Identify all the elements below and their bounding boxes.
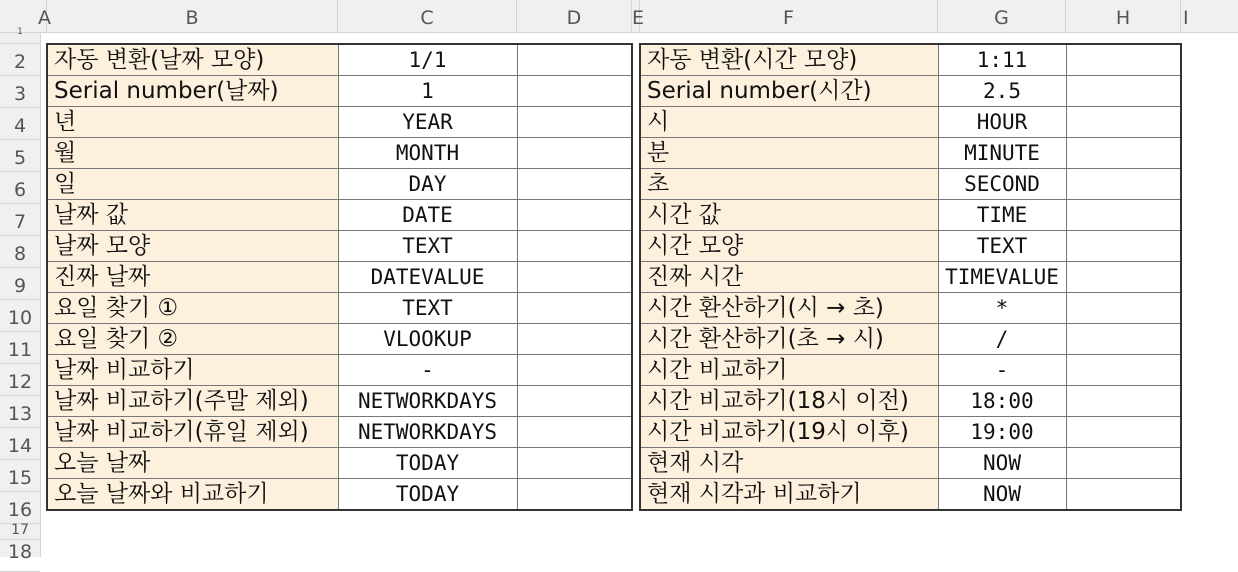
date-label-cell[interactable]: 요일 찾기 ② <box>47 324 338 355</box>
date-empty-cell[interactable] <box>517 355 632 386</box>
date-label-cell[interactable]: 월 <box>47 138 338 169</box>
time-label-cell[interactable]: 시간 환산하기(시 → 초) <box>640 293 938 324</box>
time-row <box>640 107 1181 138</box>
time-value-cell[interactable]: TIME <box>938 200 1066 231</box>
row-header-18[interactable]: 18 <box>0 540 40 572</box>
date-empty-cell[interactable] <box>517 479 632 511</box>
date-empty-cell[interactable] <box>517 324 632 355</box>
time-row <box>640 76 1181 107</box>
time-value-cell[interactable]: HOUR <box>938 107 1066 138</box>
time-row <box>640 138 1181 169</box>
date-row <box>47 324 632 355</box>
row-header-bar <box>0 27 41 563</box>
time-functions-table <box>639 43 1182 511</box>
row-header-15[interactable]: 15 <box>0 460 40 492</box>
date-value-cell[interactable]: TEXT <box>338 231 517 262</box>
column-header-h[interactable]: H <box>1066 0 1181 32</box>
date-label-cell[interactable]: 일 <box>47 169 338 200</box>
date-empty-cell[interactable] <box>517 386 632 417</box>
time-row <box>640 44 1181 76</box>
row-header-12[interactable]: 12 <box>0 364 40 396</box>
time-empty-cell[interactable] <box>1066 138 1181 169</box>
column-header-i[interactable]: I <box>1183 7 1189 29</box>
row-header-2[interactable]: 2 <box>0 44 40 76</box>
date-value-cell[interactable]: 1 <box>338 76 517 107</box>
time-row <box>640 200 1181 231</box>
time-row <box>640 355 1181 386</box>
column-header-a[interactable]: A <box>0 0 47 32</box>
time-empty-cell[interactable] <box>1066 169 1181 200</box>
date-label-cell[interactable]: Serial number(날짜) <box>47 76 338 107</box>
time-label-cell[interactable]: 초 <box>640 169 938 200</box>
time-label-cell[interactable]: 시간 비교하기 <box>640 355 938 386</box>
row-header-1[interactable]: 1 <box>0 27 40 44</box>
column-header-b[interactable]: B <box>47 0 338 32</box>
time-empty-cell[interactable] <box>1066 324 1181 355</box>
date-value-cell[interactable]: NETWORKDAYS <box>338 417 517 448</box>
date-functions-table <box>46 43 633 511</box>
date-row <box>47 479 632 511</box>
date-label-cell[interactable]: 날짜 비교하기(휴일 제외) <box>47 417 338 448</box>
time-value-cell[interactable]: NOW <box>938 448 1066 479</box>
time-empty-cell[interactable] <box>1066 448 1181 479</box>
time-empty-cell[interactable] <box>1066 200 1181 231</box>
date-row <box>47 169 632 200</box>
time-row <box>640 293 1181 324</box>
date-row <box>47 293 632 324</box>
row-header-14[interactable]: 14 <box>0 428 40 460</box>
time-label-cell[interactable]: 시간 비교하기(19시 이후) <box>640 417 938 448</box>
time-value-cell[interactable]: / <box>938 324 1066 355</box>
date-row <box>47 386 632 417</box>
time-empty-cell[interactable] <box>1066 355 1181 386</box>
row-header-13[interactable]: 13 <box>0 396 40 428</box>
date-value-cell[interactable]: TEXT <box>338 293 517 324</box>
time-label-cell[interactable]: 진짜 시간 <box>640 262 938 293</box>
time-value-cell[interactable]: * <box>938 293 1066 324</box>
time-empty-cell[interactable] <box>1066 231 1181 262</box>
time-value-cell[interactable]: 19:00 <box>938 417 1066 448</box>
date-row <box>47 200 632 231</box>
time-label-cell[interactable]: Serial number(시간) <box>640 76 938 107</box>
time-empty-cell[interactable] <box>1066 386 1181 417</box>
date-value-cell[interactable]: TODAY <box>338 448 517 479</box>
time-label-cell[interactable]: 시간 모양 <box>640 231 938 262</box>
date-empty-cell[interactable] <box>517 169 632 200</box>
date-label-cell[interactable]: 날짜 값 <box>47 200 338 231</box>
time-empty-cell[interactable] <box>1066 107 1181 138</box>
date-value-cell[interactable]: DATE <box>338 200 517 231</box>
date-label-cell[interactable]: 날짜 비교하기(주말 제외) <box>47 386 338 417</box>
date-value-cell[interactable]: NETWORKDAYS <box>338 386 517 417</box>
time-label-cell[interactable]: 현재 시각과 비교하기 <box>640 479 938 511</box>
row-header-6[interactable]: 6 <box>0 172 40 204</box>
time-value-cell[interactable]: SECOND <box>938 169 1066 200</box>
time-value-cell[interactable]: TIMEVALUE <box>938 262 1066 293</box>
date-value-cell[interactable]: TODAY <box>338 479 517 511</box>
date-empty-cell[interactable] <box>517 448 632 479</box>
time-row <box>640 479 1181 511</box>
time-value-cell[interactable]: 2.5 <box>938 76 1066 107</box>
row-header-4[interactable]: 4 <box>0 108 40 140</box>
date-empty-cell[interactable] <box>517 138 632 169</box>
time-label-cell[interactable]: 시 <box>640 107 938 138</box>
date-row <box>47 44 632 76</box>
date-empty-cell[interactable] <box>517 293 632 324</box>
time-value-cell[interactable]: - <box>938 355 1066 386</box>
time-label-cell[interactable]: 자동 변환(시간 모양) <box>640 44 938 76</box>
row-header-3[interactable]: 3 <box>0 76 40 108</box>
date-value-cell[interactable]: DAY <box>338 169 517 200</box>
time-row <box>640 262 1181 293</box>
date-row <box>47 417 632 448</box>
column-header-f[interactable]: F <box>640 0 938 32</box>
time-value-cell[interactable]: 1:11 <box>938 44 1066 76</box>
row-header-16[interactable]: 16 <box>0 492 40 524</box>
date-value-cell[interactable]: 1/1 <box>338 44 517 76</box>
date-label-cell[interactable]: 자동 변환(날짜 모양) <box>47 44 338 76</box>
time-empty-cell[interactable] <box>1066 76 1181 107</box>
column-header-g[interactable]: G <box>938 0 1066 32</box>
date-empty-cell[interactable] <box>517 76 632 107</box>
date-value-cell[interactable]: MONTH <box>338 138 517 169</box>
date-label-cell[interactable]: 진짜 날짜 <box>47 262 338 293</box>
time-row <box>640 386 1181 417</box>
date-empty-cell[interactable] <box>517 417 632 448</box>
date-label-cell[interactable]: 날짜 모양 <box>47 231 338 262</box>
date-label-cell[interactable]: 요일 찾기 ① <box>47 293 338 324</box>
date-row <box>47 231 632 262</box>
date-row <box>47 76 632 107</box>
time-empty-cell[interactable] <box>1066 479 1181 511</box>
date-label-cell[interactable]: 오늘 날짜 <box>47 448 338 479</box>
date-label-cell[interactable]: 날짜 비교하기 <box>47 355 338 386</box>
time-empty-cell[interactable] <box>1066 293 1181 324</box>
row-header-11[interactable]: 11 <box>0 332 40 364</box>
row-header-17[interactable]: 17 <box>0 524 40 540</box>
time-label-cell[interactable]: 시간 환산하기(초 → 시) <box>640 324 938 355</box>
date-empty-cell[interactable] <box>517 262 632 293</box>
column-header-d[interactable]: D <box>517 0 632 32</box>
column-header-c[interactable]: C <box>338 0 517 32</box>
row-header-10[interactable]: 10 <box>0 300 40 332</box>
column-header-bar <box>0 0 1238 33</box>
date-value-cell[interactable]: YEAR <box>338 107 517 138</box>
time-label-cell[interactable]: 시간 비교하기(18시 이전) <box>640 386 938 417</box>
date-row <box>47 262 632 293</box>
date-label-cell[interactable]: 년 <box>47 107 338 138</box>
row-header-8[interactable]: 8 <box>0 236 40 268</box>
column-header-e[interactable]: E <box>632 0 640 32</box>
time-empty-cell[interactable] <box>1066 262 1181 293</box>
row-header-7[interactable]: 7 <box>0 204 40 236</box>
row-header-9[interactable]: 9 <box>0 268 40 300</box>
time-row <box>640 448 1181 479</box>
time-row <box>640 169 1181 200</box>
time-value-cell[interactable]: TEXT <box>938 231 1066 262</box>
time-row <box>640 324 1181 355</box>
time-row <box>640 417 1181 448</box>
date-row <box>47 138 632 169</box>
date-empty-cell[interactable] <box>517 107 632 138</box>
time-value-cell[interactable]: MINUTE <box>938 138 1066 169</box>
time-empty-cell[interactable] <box>1066 417 1181 448</box>
date-empty-cell[interactable] <box>517 200 632 231</box>
time-value-cell[interactable]: NOW <box>938 479 1066 511</box>
time-label-cell[interactable]: 현재 시각 <box>640 448 938 479</box>
date-label-cell[interactable]: 오늘 날짜와 비교하기 <box>47 479 338 511</box>
time-label-cell[interactable]: 분 <box>640 138 938 169</box>
date-row <box>47 448 632 479</box>
time-row <box>640 231 1181 262</box>
date-row <box>47 355 632 386</box>
date-value-cell[interactable]: VLOOKUP <box>338 324 517 355</box>
row-header-5[interactable]: 5 <box>0 140 40 172</box>
date-row <box>47 107 632 138</box>
time-label-cell[interactable]: 시간 값 <box>640 200 938 231</box>
time-empty-cell[interactable] <box>1066 44 1181 76</box>
date-value-cell[interactable]: DATEVALUE <box>338 262 517 293</box>
time-value-cell[interactable]: 18:00 <box>938 386 1066 417</box>
date-value-cell[interactable]: - <box>338 355 517 386</box>
date-empty-cell[interactable] <box>517 44 632 76</box>
date-empty-cell[interactable] <box>517 231 632 262</box>
